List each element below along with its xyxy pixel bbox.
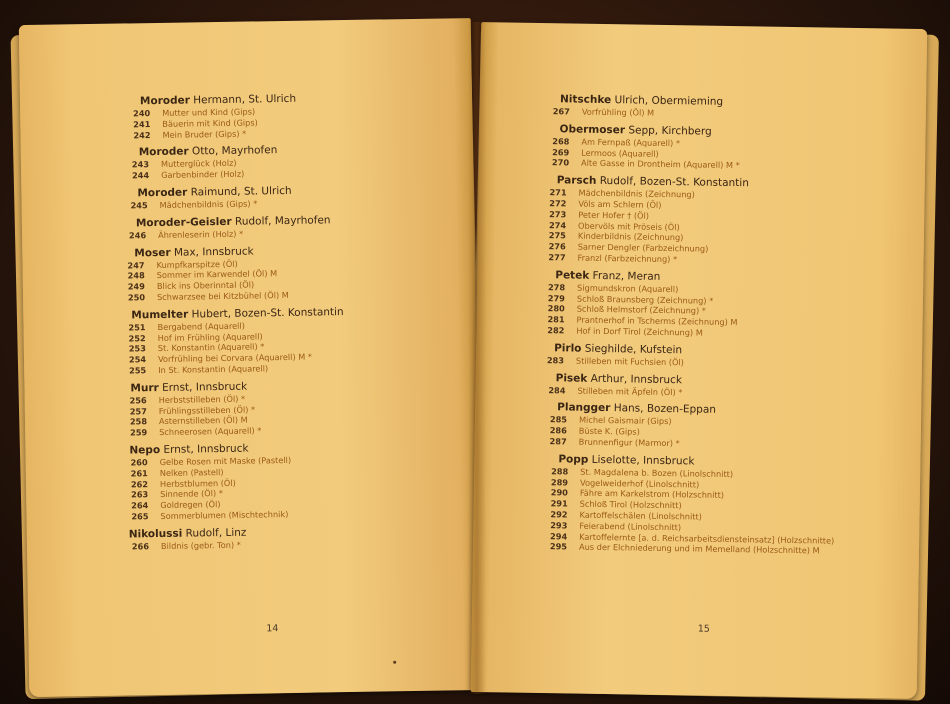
catalog-number: 269 [552, 146, 570, 158]
artwork-title: Bäuerin mit Kind (Gips) [162, 117, 258, 129]
artist-surname: Moroder-Geisler [135, 215, 232, 230]
artwork-title: Mutter und Kind (Gips) [162, 106, 256, 118]
artist-details: Otto, Mayrhofen [191, 144, 278, 158]
artwork-title: Sommerblumen (Mischtechnik) [160, 508, 289, 521]
catalog-number: 277 [548, 252, 566, 263]
artwork-title: Schneerosen (Aquarell) * [159, 425, 262, 438]
catalog-number: 263 [130, 489, 149, 500]
artwork-title: Aus der Elchniederung und im Memelland (Holzschnitte) M [578, 541, 820, 556]
right-page [471, 22, 927, 699]
artist-details: Arthur, Innsbruck [590, 372, 683, 386]
artwork-title: Garbenbinder (Holz) [161, 168, 245, 181]
catalog-number: 246 [128, 229, 147, 241]
artwork-title: Brunnenfigur (Marmor) * [578, 436, 680, 449]
artwork-title: Blick ins Oberinntal (Öl) [156, 279, 255, 292]
catalog-entry [112, 90, 453, 141]
catalog-number: 281 [547, 314, 565, 325]
artist-surname: Nepo [129, 443, 161, 457]
catalog-number: 293 [550, 519, 568, 531]
artwork-title: In St. Konstantin (Aquarell) [158, 363, 269, 375]
catalog-entry [524, 269, 915, 342]
artwork-title: Mutterglück (Holz) [160, 158, 237, 170]
artist-details: Rudolf, Linz [185, 526, 247, 540]
artwork-title: Am Fernpaß (Aquarell) * [581, 136, 681, 148]
catalog-number: 268 [552, 135, 570, 147]
artwork-title: Vorfrühling (Öl) M [581, 106, 655, 118]
artwork-title: Goldregen (Öl) [160, 499, 221, 511]
artist-surname: Murr [130, 381, 159, 395]
artwork-title: Stilleben mit Fuchsien (Öl) [575, 355, 685, 368]
catalog-number: 273 [549, 208, 567, 220]
artwork-title: Asternstilleben (Öl) M [158, 414, 248, 427]
catalog-number: 290 [550, 487, 568, 498]
artist-details: Hermann, St. Ulrich [193, 92, 297, 107]
left-page-number: 14 [266, 623, 279, 635]
catalog-number: 244 [131, 170, 150, 181]
artwork-title: Gelbe Rosen mit Maske (Pastell) [159, 454, 292, 467]
catalog-entry [528, 93, 918, 123]
artist-surname: Nitschke [559, 93, 612, 107]
artwork-title: Obervöls mit Pröseis (Öl) [578, 220, 680, 232]
catalog-entry [114, 212, 454, 241]
artwork-title: Herbstblumen (Öl) [159, 477, 236, 489]
catalog-entry [117, 439, 458, 522]
artist-surname: Parsch [556, 174, 597, 188]
catalog-number: 255 [129, 365, 147, 376]
catalog-entry [116, 377, 457, 439]
artwork-title: Nelken (Pastell) [159, 466, 224, 478]
catalog-number: 284 [548, 384, 566, 395]
artwork-title: Hof in Dorf Tirol (Zeichnung) M [576, 325, 703, 338]
catalog-number: 289 [550, 476, 569, 487]
artist-surname: Moroder [138, 145, 189, 159]
artwork-title: Sommer im Karwendel (Öl) M [156, 268, 278, 281]
artist-surname: Plangger [557, 401, 611, 415]
catalog-number: 276 [548, 241, 566, 252]
artist-surname: Nikolussi [128, 527, 183, 541]
catalog-entry [113, 182, 453, 211]
artist-surname: Popp [558, 453, 589, 466]
catalog-entry [115, 304, 456, 376]
catalog-number: 258 [129, 416, 148, 427]
artwork-title: Kumpfkarspitze (Öl) [156, 258, 238, 270]
catalog-entry [523, 401, 914, 453]
artist-surname: Pirlo [554, 341, 582, 355]
artwork-title: Vogelweiderhof (Linolschnitt) [579, 477, 700, 490]
catalog-entry [114, 242, 455, 304]
catalog-number: 274 [548, 219, 567, 230]
artwork-title: Schloß Braunsberg (Zeichnung) * [576, 293, 714, 306]
catalog-number: 261 [130, 467, 148, 479]
catalog-number: 287 [549, 436, 567, 447]
artwork-title: Stilleben mit Äpfeln (Öl) * [577, 385, 683, 397]
catalog-number: 245 [130, 200, 148, 211]
artist-surname: Moroder [137, 186, 188, 200]
catalog-number: 275 [548, 230, 566, 241]
catalog-entry [527, 123, 918, 175]
artist-details: Liselotte, Innsbruck [591, 453, 695, 468]
catalog-number: 251 [128, 321, 146, 333]
catalog-number: 271 [549, 187, 567, 198]
page-speck [393, 661, 396, 664]
artist-surname: Obermoser [559, 123, 626, 137]
catalog-number: 286 [549, 425, 567, 436]
artist-details: Sepp, Kirchberg [628, 124, 712, 138]
catalog-number: 294 [550, 530, 568, 541]
catalog-number: 250 [127, 292, 146, 303]
catalog-number: 292 [550, 509, 568, 520]
artwork-title: Mädchenbildnis (Zeichnung) [578, 187, 695, 200]
catalog-number: 254 [128, 354, 147, 365]
artwork-title: Kartoffelschälen (Linolschnitt) [579, 509, 703, 522]
catalog-number: 248 [127, 270, 145, 281]
catalog-number: 257 [129, 405, 147, 416]
artwork-title: Mein Bruder (Gips) * [162, 128, 247, 140]
book-gutter [468, 22, 486, 694]
catalog-number: 270 [551, 157, 570, 168]
artist-details: Ulrich, Obermieming [614, 94, 724, 108]
catalog-entry [119, 523, 459, 552]
catalog-number: 272 [549, 198, 567, 209]
catalog-number: 243 [131, 159, 150, 170]
left-page [19, 18, 481, 697]
artwork-title: Völs am Schlern (Öl) [578, 198, 662, 210]
catalog-number: 240 [133, 108, 151, 119]
artist-details: Rudolf, Bozen-St. Konstantin [599, 175, 750, 190]
artist-details: Sieghilde, Kufstein [584, 342, 683, 356]
catalog-entry [524, 342, 914, 372]
artist-details: Hans, Bozen-Eppan [613, 402, 717, 417]
artwork-title: Schloß Helmstorf (Zeichnung) * [576, 303, 707, 316]
catalog-number: 262 [130, 478, 149, 489]
right-catalog-column [521, 93, 918, 564]
catalog-number: 266 [131, 540, 150, 552]
artwork-title: Hof im Frühling (Aquarell) [157, 330, 263, 343]
left-catalog-column [112, 90, 459, 558]
artwork-title: Vorfrühling bei Corvara (Aquarell) M * [157, 351, 313, 365]
artist-details: Hubert, Bozen-St. Konstantin [191, 305, 344, 321]
right-page-number: 15 [697, 623, 710, 635]
catalog-number: 279 [547, 292, 566, 303]
catalog-number: 282 [547, 325, 565, 336]
catalog-number: 278 [547, 281, 566, 293]
catalog-entry [525, 174, 916, 269]
artist-details: Rudolf, Mayrhofen [234, 214, 331, 228]
artwork-title: Bildnis (gebr. Ton) * [160, 539, 241, 551]
artwork-title: Bergabend (Aquarell) [157, 320, 245, 332]
artwork-title: Kinderbildnis (Zeichnung) [577, 230, 684, 243]
artwork-title: Schloß Tirol (Holzschnitt) [579, 498, 682, 511]
artwork-title: Sarner Dengler (Farbzeichnung) [577, 241, 709, 254]
artist-surname: Petek [555, 269, 590, 282]
catalog-number: 256 [129, 394, 147, 406]
catalog-number: 247 [127, 259, 145, 271]
catalog-number: 253 [128, 343, 146, 354]
catalog-entry [521, 452, 913, 557]
catalog-number: 264 [131, 500, 149, 511]
artist-surname: Moroder [139, 94, 190, 108]
artwork-title: Sigmundskron (Aquarell) [577, 282, 679, 294]
catalog-number: 285 [549, 414, 568, 425]
artwork-title: St. Konstantin (Aquarell) * [157, 341, 265, 354]
artwork-title: Herbststilleben (Öl) * [158, 393, 246, 405]
artwork-title: Franzl (Farbzeichnung) * [577, 252, 678, 265]
artwork-title: Prantnerhof in Tscherms (Zeichnung) M [576, 314, 738, 328]
catalog-number: 249 [127, 281, 145, 292]
catalog-number: 291 [550, 498, 568, 509]
catalog-number: 242 [133, 129, 151, 140]
artwork-title: St. Magdalena b. Bozen (Linolschnitt) [580, 466, 734, 479]
artwork-title: Fähre am Karkelstrom (Holzschnitt) [579, 487, 725, 501]
artist-surname: Moser [134, 246, 171, 259]
artwork-title: Büste K. (Gips) [578, 425, 640, 437]
artwork-title: Ährenleserin (Holz) * [158, 228, 244, 240]
catalog-number: 241 [133, 118, 151, 130]
catalog-number: 267 [552, 106, 570, 117]
artwork-title: Alte Gasse in Drontheim (Aquarell) M * [580, 158, 740, 171]
catalog-number: 295 [549, 541, 568, 552]
catalog-entry [113, 142, 454, 182]
artist-surname: Mumelter [131, 308, 189, 322]
artwork-title: Sinnende (Öl) * [160, 488, 223, 500]
catalog-entry [523, 371, 913, 401]
catalog-number: 265 [131, 511, 149, 522]
artist-details: Franz, Meran [592, 269, 661, 283]
catalog-number: 283 [546, 354, 565, 366]
artwork-title: Kartoffelernte [a. d. Reichsarbeitsdiensteinsatz] (Holzschnitte) [579, 531, 835, 546]
artist-surname: Pisek [555, 371, 588, 385]
artwork-title: Lermoos (Aquarell) [581, 147, 659, 159]
artwork-title: Mädchenbildnis (Gips) * [159, 198, 258, 210]
catalog-number: 288 [551, 465, 569, 477]
catalog-number: 280 [547, 303, 565, 314]
artist-details: Raimund, St. Ulrich [190, 184, 292, 199]
artist-details: Ernst, Innsbruck [162, 380, 248, 394]
catalog-number: 260 [130, 457, 148, 468]
artist-details: Max, Innsbruck [173, 245, 254, 259]
artwork-title: Feierabend (Linolschnitt) [579, 520, 682, 532]
catalog-number: 252 [128, 332, 146, 344]
artwork-title: Frühlingsstilleben (Öl) * [158, 404, 256, 416]
artwork-title: Schwarzsee bei Kitzbühel (Öl) M [156, 289, 289, 302]
artwork-title: Peter Hofer † (Öl) [578, 209, 650, 221]
artwork-title: Michel Gaismair (Gips) [578, 414, 672, 427]
artist-details: Ernst, Innsbruck [163, 442, 249, 456]
catalog-number: 259 [130, 427, 148, 438]
